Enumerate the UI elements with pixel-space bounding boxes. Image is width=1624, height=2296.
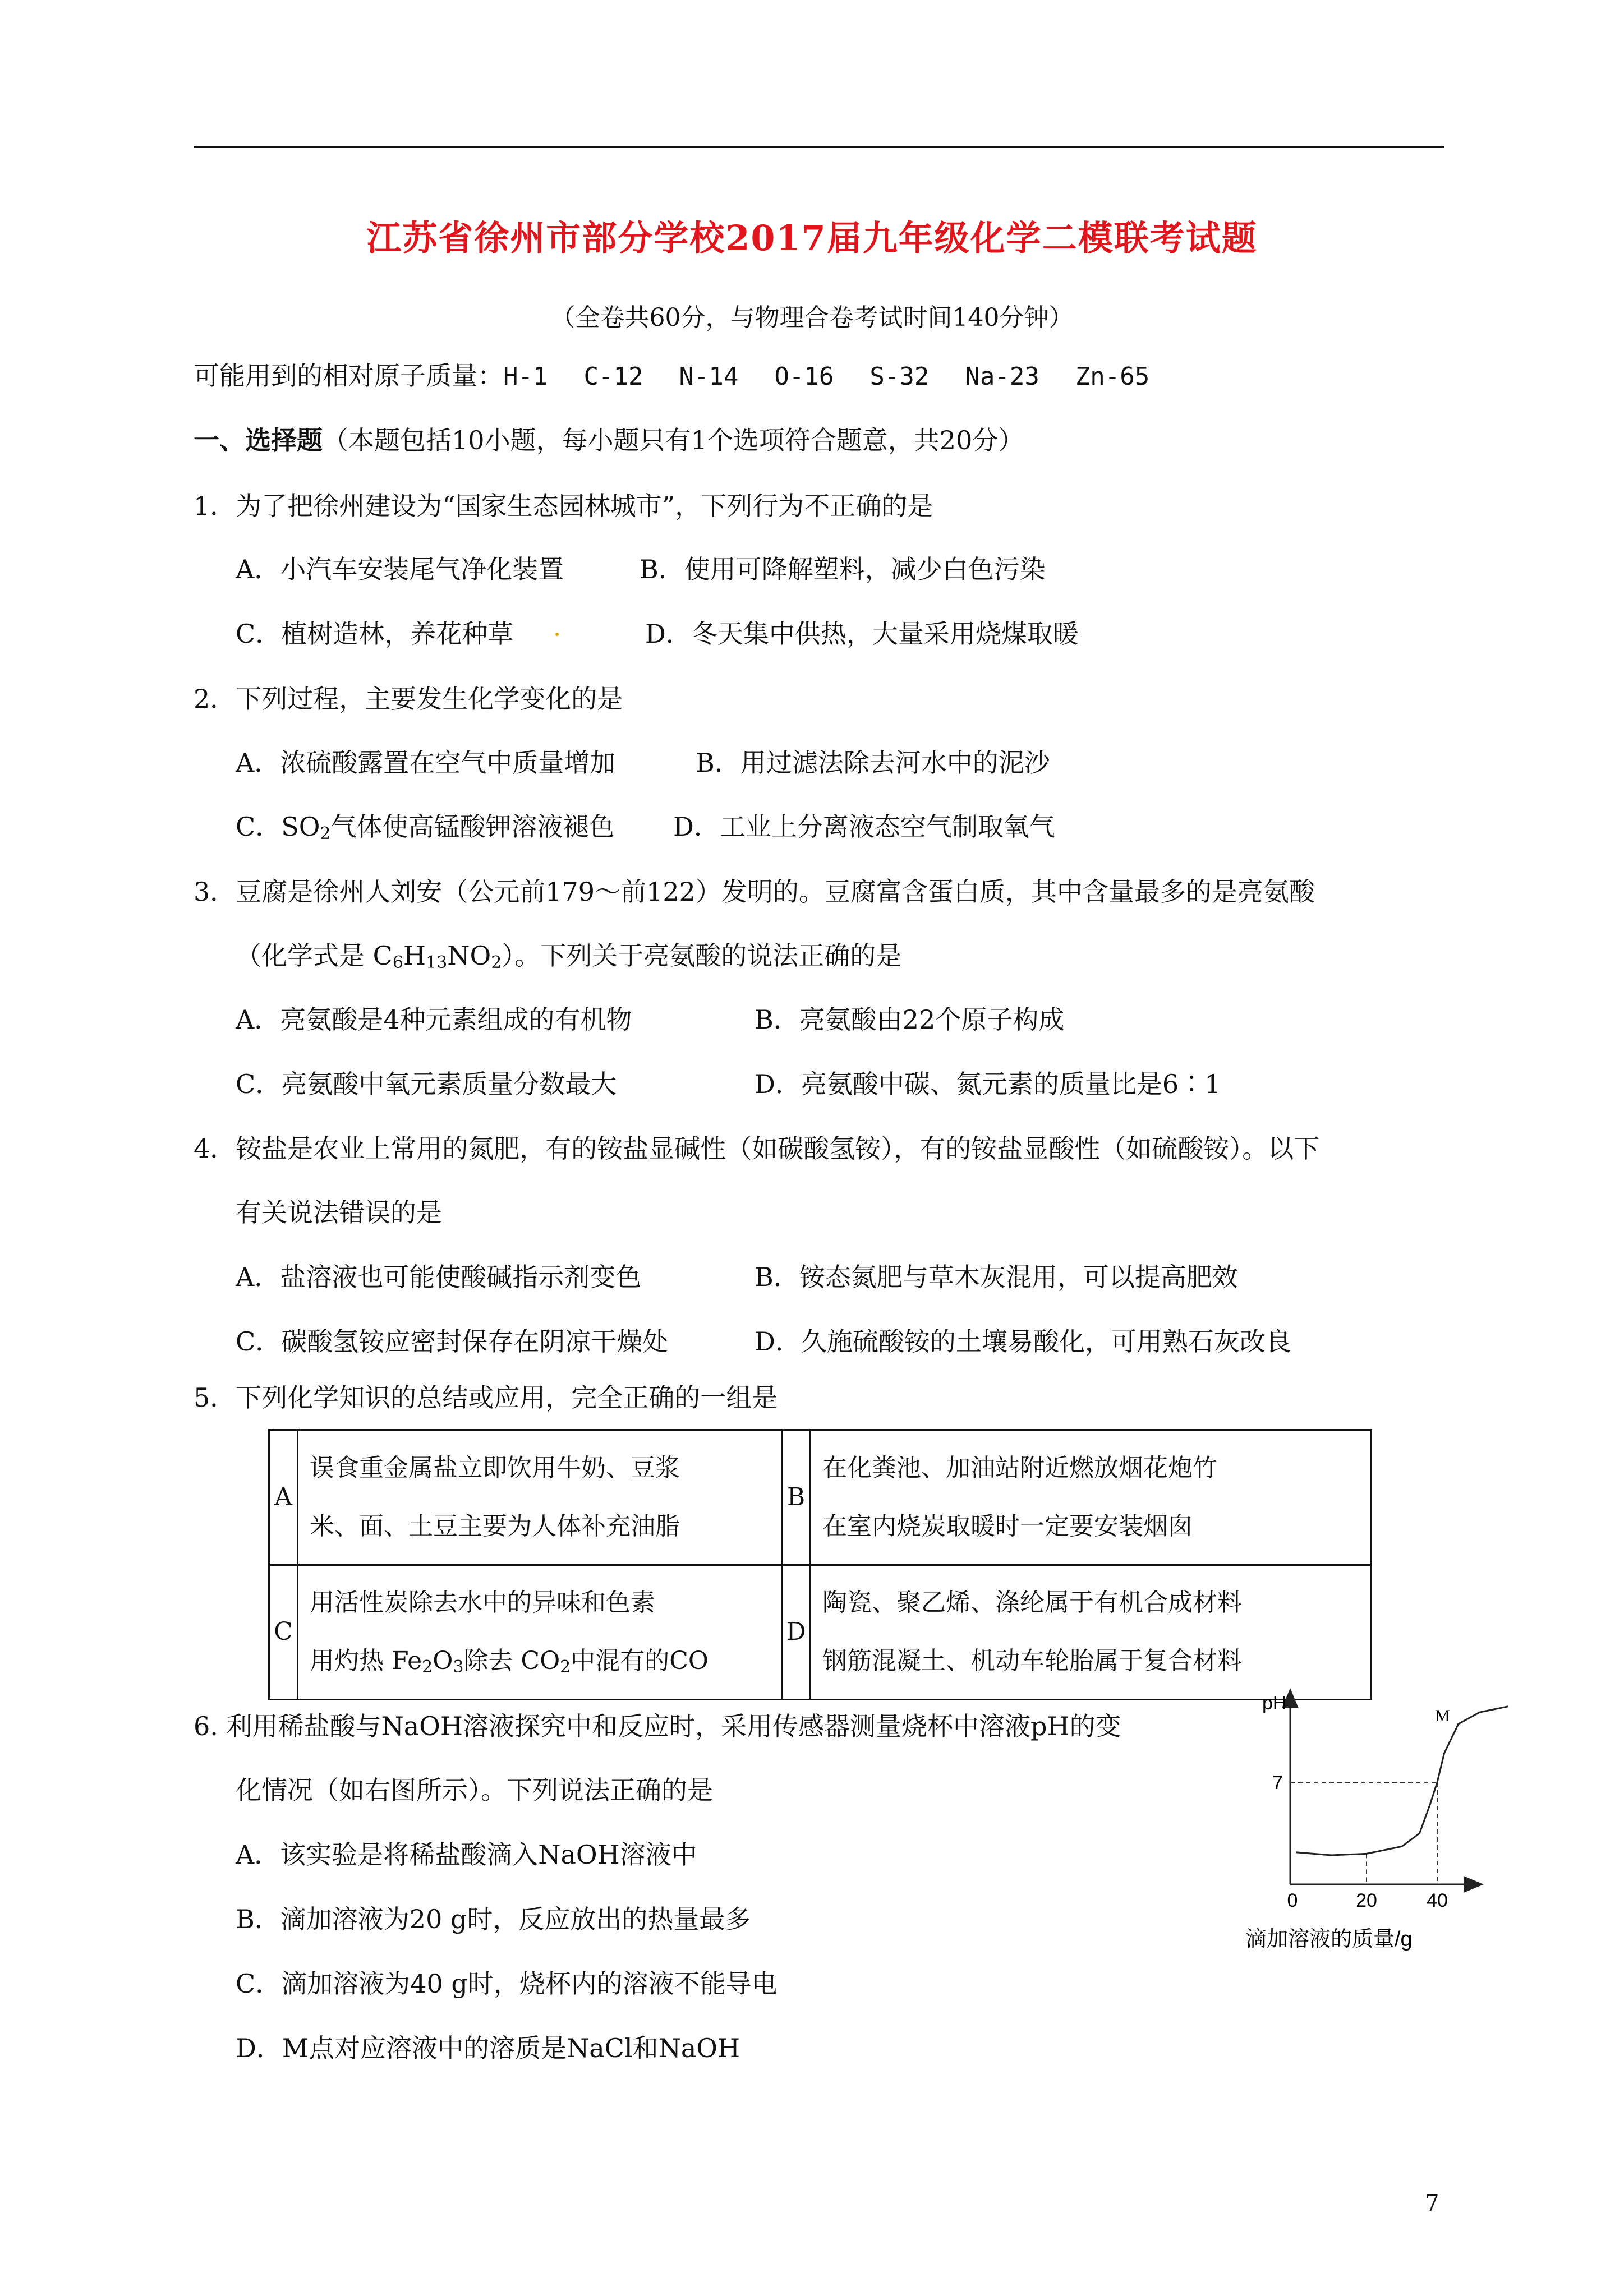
atomic-mass-item: Na-23	[965, 362, 1039, 391]
question-2-option-a: A．浓硫酸露置在空气中质量增加	[236, 748, 616, 778]
question-4-option-c: C．碳酸氢铵应密封保存在阴凉干燥处	[236, 1326, 669, 1357]
ph-chart	[1240, 1688, 1509, 1963]
atomic-mass-item: N-14	[679, 362, 739, 391]
ph-curve	[1296, 1707, 1508, 1855]
atomic-masses-label: 可能用到的相对原子质量：	[194, 361, 503, 391]
formula-h: H	[403, 940, 426, 971]
table-key-b: B	[782, 1430, 811, 1565]
section-heading-line	[194, 423, 1024, 457]
cell-text: 中混有的CO	[571, 1647, 709, 1676]
cell-line	[310, 1632, 770, 1690]
formula-prefix: （化学式是 C	[236, 940, 393, 971]
question-1-option-d: D．冬天集中供热，大量采用烧煤取暖	[645, 619, 1079, 649]
cell-line: 在室内烧炭取暖时一定要安装烟囱	[822, 1511, 1193, 1541]
question-6-stem: 6. 利用稀盐酸与NaOH溶液探究中和反应时，采用传感器测量烧杯中溶液pH的变	[194, 1711, 1121, 1741]
so2-prefix: C．SO	[236, 812, 320, 842]
question-6-option-d: D．M点对应溶液中的溶质是NaCl和NaOH	[236, 2033, 740, 2063]
x-tick-label: 20	[1356, 1890, 1377, 1911]
question-2-option-b: B．用过滤法除去河水中的泥沙	[696, 748, 1050, 778]
atomic-mass-item: H-1	[503, 362, 548, 391]
subscript: 2	[491, 953, 502, 972]
subscript: 6	[392, 953, 403, 972]
question-3-stem: 3．豆腐是徐州人刘安（公元前179～前122）发明的。豆腐富含蛋白质，其中含量最多的是亮氨酸	[194, 877, 1315, 907]
question-2-option-d: D．工业上分离液态空气制取氧气	[673, 812, 1055, 842]
question-2-option-c	[236, 810, 615, 843]
y-tick-label: 7	[1272, 1772, 1283, 1794]
question-4-stem: 4．铵盐是农业上常用的氮肥，有的铵盐显碱性（如碳酸氢铵），有的铵盐显酸性（如硫酸铵）。以下	[194, 1133, 1320, 1164]
table-key-d: D	[782, 1565, 811, 1700]
atomic-mass-item: Zn-65	[1075, 362, 1150, 391]
page-title: 江苏省徐州市部分学校2017届九年级化学二模联考试题	[366, 218, 1258, 259]
question-6-option-a: A．该实验是将稀盐酸滴入NaOH溶液中	[236, 1839, 697, 1870]
subscript: 3	[453, 1657, 464, 1677]
question-1-option-b: B．使用可降解塑料，减少白色污染	[640, 554, 1046, 584]
formula-suffix: ）。下列关于亮氨酸的说法正确的是	[502, 940, 902, 971]
question-1-stem: 1．为了把徐州建设为“国家生态园林城市”，下列行为不正确的是	[194, 491, 933, 521]
table-cell-b	[811, 1430, 1372, 1565]
section-note: （本题包括10小题，每小题只有1个选项符合题意，共20分）	[323, 425, 1024, 455]
table-cell-a	[298, 1430, 782, 1565]
question-3-stem-line-2	[236, 939, 901, 972]
atomic-masses-line	[194, 359, 1149, 394]
question-1-option-a: A．小汽车安装尾气净化装置	[236, 554, 564, 584]
question-3-option-a: A．亮氨酸是4种元素组成的有机物	[236, 1004, 632, 1035]
question-3-option-c: C．亮氨酸中氧元素质量分数最大	[236, 1069, 617, 1099]
cell-line: 陶瓷、聚乙烯、涤纶属于有机合成材料	[822, 1588, 1242, 1617]
atomic-mass-item: O-16	[774, 362, 834, 391]
question-5-table	[268, 1429, 1372, 1700]
atomic-mass-item: S-32	[869, 362, 930, 391]
x-tick-label: 40	[1427, 1890, 1448, 1911]
cell-line: 用活性炭除去水中的异味和色素	[310, 1588, 655, 1617]
cell-text: 除去 CO	[463, 1647, 560, 1676]
question-5-stem: 5．下列化学知识的总结或应用，完全正确的一组是	[194, 1382, 778, 1413]
atomic-mass-item: C-12	[583, 362, 643, 391]
question-6-stem-line-2: 化情况（如右图所示）。下列说法正确的是	[236, 1775, 713, 1805]
question-3-option-b: B．亮氨酸由22个原子构成	[755, 1004, 1065, 1035]
subscript: 13	[426, 953, 448, 972]
question-4-option-d: D．久施硫酸铵的土壤易酸化，可用熟石灰改良	[755, 1326, 1291, 1357]
header-rule	[194, 146, 1444, 148]
cell-line: 钢筋混凝土、机动车轮胎属于复合材料	[822, 1647, 1242, 1676]
subscript: 2	[560, 1657, 571, 1677]
cell-line: 误食重金属盐立即饮用牛奶、豆浆	[310, 1453, 680, 1482]
formula-no: NO	[447, 940, 491, 971]
page-subtitle: （全卷共60分，与物理合卷考试时间140分钟）	[550, 303, 1074, 332]
cell-text: 用灼热 Fe	[310, 1647, 422, 1676]
cell-line: 在化粪池、加油站附近燃放烟花炮竹	[822, 1453, 1217, 1482]
option-c-text: 气体使高锰酸钾溶液褪色	[330, 812, 615, 842]
subscript: 2	[320, 824, 331, 843]
table-cell-d	[811, 1565, 1372, 1700]
x-axis-label: 滴加溶液的质量/g	[1245, 1928, 1413, 1951]
page-number: 7	[1425, 2191, 1439, 2216]
subscript: 2	[422, 1657, 433, 1677]
question-1-option-c: C．植树造林，养花种草	[236, 619, 514, 649]
stray-dot	[555, 633, 559, 636]
question-4-option-b: B．铵态氮肥与草木灰混用，可以提高肥效	[755, 1262, 1238, 1292]
cell-line: 米、面、土豆主要为人体补充油脂	[310, 1511, 680, 1541]
question-3-option-d: D．亮氨酸中碳、氮元素的质量比是6∶1	[755, 1069, 1221, 1099]
question-6-option-b: B．滴加溶液为20 g时，反应放出的热量最多	[236, 1904, 751, 1934]
question-6-option-c: C．滴加溶液为40 g时，烧杯内的溶液不能导电	[236, 1968, 778, 1999]
question-2-stem: 2．下列过程，主要发生化学变化的是	[194, 684, 623, 714]
question-4-stem-line-2: 有关说法错误的是	[236, 1197, 442, 1228]
cell-text: O	[433, 1647, 453, 1676]
section-heading: 一、选择题	[194, 425, 323, 455]
x-tick-label: 0	[1287, 1890, 1298, 1911]
table-key-a: A	[269, 1430, 298, 1565]
y-axis-label: pH	[1262, 1693, 1287, 1714]
table-key-c: C	[269, 1565, 298, 1700]
point-m-label: M	[1435, 1706, 1450, 1725]
question-4-option-a: A．盐溶液也可能使酸碱指示剂变色	[236, 1262, 642, 1292]
table-cell-c	[298, 1565, 782, 1700]
